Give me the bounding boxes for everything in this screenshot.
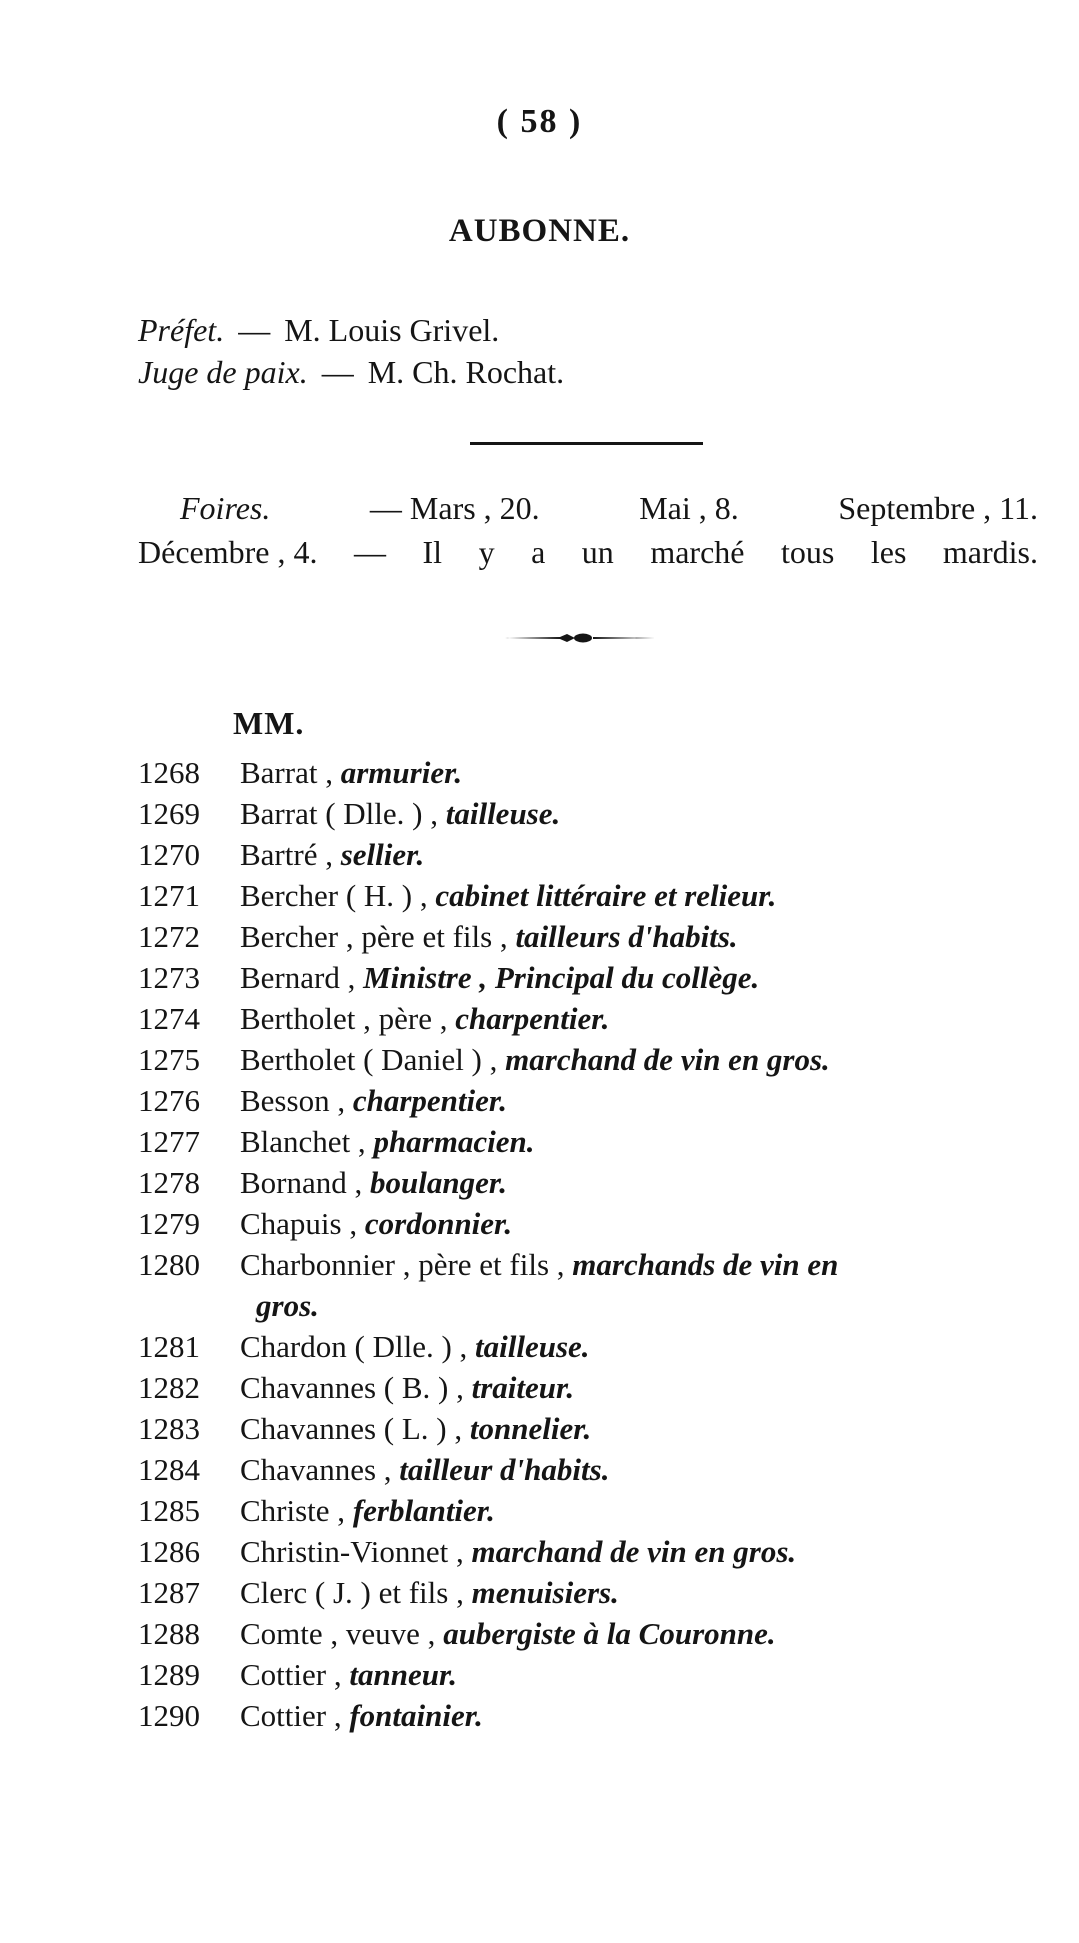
entry-text [240,834,1043,875]
entry-text [240,1367,1043,1408]
entry-trade: menuisiers. [471,1575,619,1610]
entry-trade: charpentier. [455,1001,610,1036]
entry-text [240,1695,1043,1736]
list-item [138,1613,1043,1654]
list-item [138,1490,1043,1531]
entry-name: Chavannes , [240,1452,392,1487]
entry-trade: marchand de vin en gros. [471,1534,797,1569]
list-item [138,1039,1043,1080]
entry-text [240,1080,1043,1121]
entry-trade: tailleur d'habits. [399,1452,610,1487]
entry-trade: Ministre , Principal du collège. [363,960,760,995]
entry-name: Besson , [240,1083,346,1118]
entry-text [240,916,1043,957]
list-item [138,1408,1043,1449]
town-title: AUBONNE. [448,213,631,249]
official-dash: — [321,354,354,390]
fair-word: tous [780,534,835,570]
entry-name: Bartré , [240,837,333,872]
entry-text [240,1572,1043,1613]
entry-name: Chapuis , [240,1206,358,1241]
official-prefet [138,312,499,349]
entry-trade: traiteur. [471,1370,575,1405]
list-item [138,1367,1043,1408]
list-item [138,1695,1043,1736]
list-item [138,1449,1043,1490]
page-number: ( 58 ) [496,103,583,140]
entry-number: 1274 [138,1001,200,1036]
fairs-label: Foires. [180,490,271,526]
entry-name: Cottier , [240,1657,342,1692]
list-item [138,1326,1043,1367]
entry-name: Charbonnier , père et fils , [240,1247,565,1282]
entry-trade: sellier. [340,837,425,872]
list-item [138,957,1043,998]
official-juge [138,354,564,391]
entry-trade: marchands de vin en [572,1247,839,1282]
fair-date: — Mars , 20. [369,490,540,526]
entry-trade: tailleuse. [475,1329,590,1364]
entry-trade: boulanger. [370,1165,507,1200]
fair-word: les [870,534,907,570]
fair-date: Mai , 8. [639,490,739,526]
list-item [138,1244,1043,1285]
entry-number: 1288 [138,1616,200,1651]
entry-text [240,1203,1043,1244]
entry-continuation: gros. [256,1288,319,1323]
entry-trade: fontainier. [349,1698,483,1733]
fair-word: — [353,534,386,570]
list-item [138,834,1043,875]
entry-trade: marchand de vin en gros. [505,1042,830,1077]
official-name: M. Ch. Rochat. [367,354,565,390]
mm-heading: MM. [233,705,305,741]
fair-word: Décembre , 4. [138,534,318,570]
entry-text [240,957,1043,998]
entry-text [240,875,1043,916]
entry-text [240,793,1043,834]
fair-word: un [581,534,614,570]
entry-number: 1277 [138,1124,200,1159]
list-item [138,1121,1043,1162]
section-rule [470,442,703,445]
entry-number: 1280 [138,1247,200,1282]
entry-name: Comte , veuve , [240,1616,436,1651]
fair-date: Septembre , 11. [838,490,1038,526]
entry-name: Chavannes ( B. ) , [240,1370,464,1405]
entry-name: Christe , [240,1493,346,1528]
entry-text [240,1039,1043,1080]
official-role: Juge de paix. [138,354,308,390]
entry-text [240,1490,1043,1531]
entry-name: Bertholet ( Daniel ) , [240,1042,498,1077]
list-item [138,875,1043,916]
entry-text [240,1326,1043,1367]
entry-text [240,752,1043,793]
entry-number: 1278 [138,1165,200,1200]
entry-name: Bercher ( H. ) , [240,878,428,913]
entry-text [240,1531,1043,1572]
entry-trade: charpentier. [352,1083,507,1118]
entry-number: 1282 [138,1370,200,1405]
entry-text [240,1162,1043,1203]
entry-text [240,1613,1043,1654]
entry-number: 1289 [138,1657,200,1692]
entry-name: Clerc ( J. ) et fils , [240,1575,464,1610]
entry-number: 1268 [138,755,200,790]
entry-trade: tailleurs d'habits. [515,919,738,954]
entry-trade: aubergiste à la Couronne. [443,1616,776,1651]
entry-name: Barrat ( Dlle. ) , [240,796,438,831]
entry-name: Bertholet , père , [240,1001,448,1036]
entry-trade: ferblantier. [352,1493,495,1528]
fleuron-ornament [505,632,655,644]
entry-name: Barrat , [240,755,333,790]
entry-number: 1276 [138,1083,200,1118]
directory-list [138,752,1043,1736]
entry-name: Bernard , [240,960,356,995]
entry-name: Christin-Vionnet , [240,1534,464,1569]
list-item [138,916,1043,957]
entry-number: 1281 [138,1329,200,1364]
entry-text [240,1121,1043,1162]
entry-trade: cordonnier. [364,1206,513,1241]
entry-trade: tanneur. [349,1657,458,1692]
entry-name: Bornand , [240,1165,363,1200]
fair-word: mardis. [942,534,1038,570]
entry-number: 1283 [138,1411,200,1446]
entry-text [240,1654,1043,1695]
fairs-line-2 [138,530,1038,574]
fairs-paragraph [138,486,1038,574]
entry-number: 1269 [138,796,200,831]
entry-text [240,998,1043,1039]
entry-text [240,1408,1043,1449]
entry-name: Cottier , [240,1698,342,1733]
entry-number: 1284 [138,1452,200,1487]
entry-name: Chardon ( Dlle. ) , [240,1329,468,1364]
official-dash: — [238,312,271,348]
fair-word: marché [650,534,745,570]
entry-trade: tailleuse. [445,796,561,831]
list-item [138,1203,1043,1244]
entry-number: 1290 [138,1698,200,1733]
list-item [138,1080,1043,1121]
entry-number: 1273 [138,960,200,995]
entry-name: Bercher , père et fils , [240,919,508,954]
entry-number: 1270 [138,837,200,872]
entry-trade: cabinet littéraire et relieur. [435,878,777,913]
list-item [138,1572,1043,1613]
fair-word: y [478,534,495,570]
entry-number: 1272 [138,919,200,954]
entry-name: Blanchet , [240,1124,366,1159]
list-item [138,1654,1043,1695]
list-item [138,793,1043,834]
fair-word: Il [422,534,443,570]
entry-trade: tonnelier. [469,1411,592,1446]
entry-text [240,1449,1043,1490]
list-item [138,752,1043,793]
entry-number: 1287 [138,1575,200,1610]
entry-number: 1271 [138,878,200,913]
entry-number: 1285 [138,1493,200,1528]
list-item [138,1162,1043,1203]
entry-trade: armurier. [340,755,463,790]
list-item [138,998,1043,1039]
entry-number: 1275 [138,1042,200,1077]
entry-name: Chavannes ( L. ) , [240,1411,463,1446]
official-role: Préfet. [138,312,225,348]
fair-word: a [531,534,546,570]
official-name: M. Louis Grivel. [284,312,500,348]
fairs-line-1 [138,486,1038,530]
entry-text [240,1244,1043,1285]
entry-number: 1279 [138,1206,200,1241]
entry-number: 1286 [138,1534,200,1569]
entry-trade: pharmacien. [373,1124,535,1159]
list-item [138,1531,1043,1572]
